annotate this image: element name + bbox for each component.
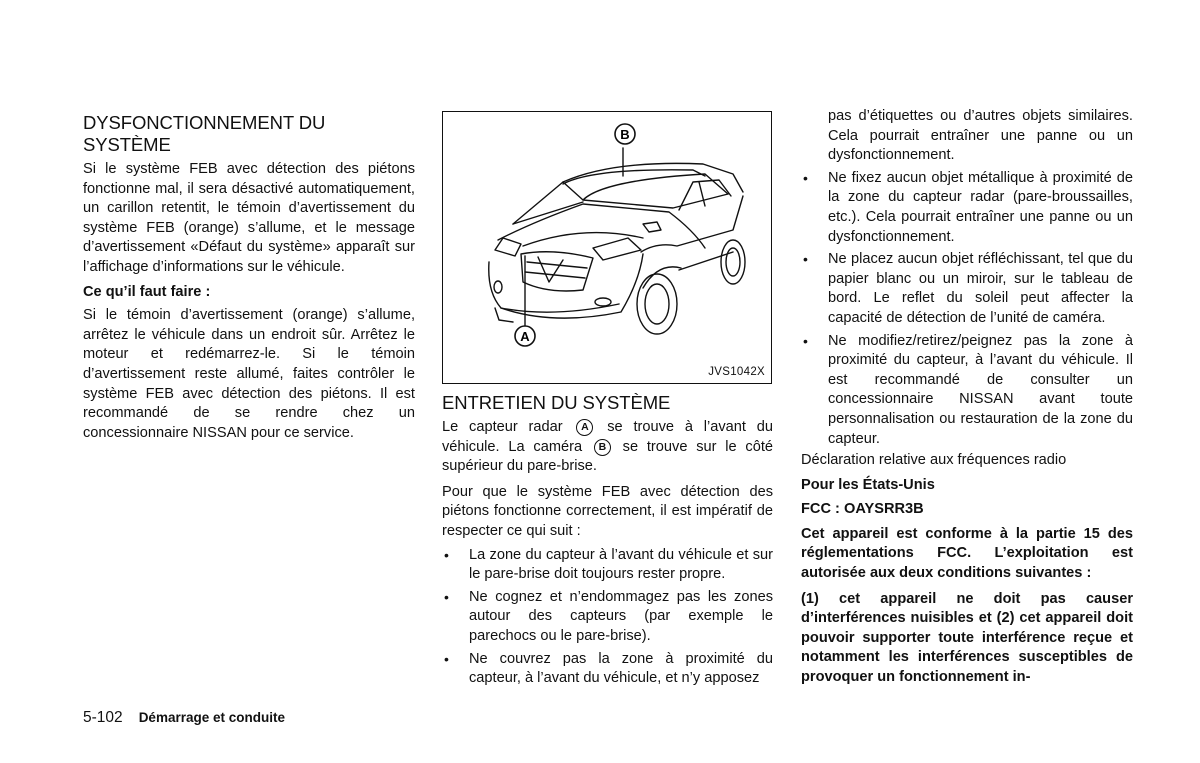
list-item: • Ne couvrez pas la zone à proximité du capteur, à l’avant du véhicule, et n’y apposez — [442, 650, 773, 689]
list-item: • Ne placez aucun objet réfléchissant, tel que du papier blanc ou un miroir, sur le tableau de bord. Le reflet du soleil peut affecter la capacité de détection de l’unité de caméra. — [801, 250, 1133, 328]
list-item-continuation: pas d’étiquettes ou d’autres objets similaires. Cela pourrait entraîner une panne ou un dysfonctionnement. — [828, 108, 1133, 164]
fcc-id: FCC : OAYSRR3B — [801, 501, 924, 518]
section-title: Démarrage et conduite — [138, 710, 285, 725]
vehicle-illustration — [443, 112, 771, 383]
label-a: A — [520, 329, 530, 344]
list-item: • La zone du capteur à l’avant du véhicule et sur le pare-brise doit toujours rester propre. — [442, 546, 773, 585]
inline-label-b: B — [594, 439, 611, 456]
fcc-conditions-paragraph: (1) cet appareil ne doit pas causer d’interférences nuisibles et (2) cet appareil doit pouvoir supporter toute interférence reçue et notamment les interférences susceptibles de provoquer un fonctionnement in- — [801, 590, 1133, 686]
what-to-do-heading: Ce qu’il faut faire : — [83, 283, 211, 300]
list-item: • Ne modifiez/retirez/peignez pas la zone à proximité du capteur, à l’avant du véhicule. Il est recommandé de consulter un concessionnaire NISSAN avant toute personnalisation ou restauration de la zone du capteur. — [801, 332, 1133, 450]
sensor-text-2: se trouve à l’avant du véhicule. La caméra — [442, 419, 773, 455]
sensor-text-1: Le capteur radar — [442, 419, 563, 435]
maintenance-heading: ENTRETIEN DU SYSTÈME — [442, 392, 671, 413]
page-footer — [83, 709, 285, 727]
precautions-list — [801, 107, 1133, 449]
inline-label-a: A — [576, 419, 593, 436]
vehicle-sensor-figure — [442, 111, 772, 384]
requirements-list — [442, 546, 773, 689]
malfunction-heading: DYSFONCTIONNEMENT DU SYSTÈME — [83, 112, 326, 155]
us-heading: Pour les États-Unis — [801, 476, 935, 493]
sensor-location-paragraph — [442, 418, 773, 477]
left-column — [83, 112, 415, 443]
figure-id: JVS1042X — [708, 366, 765, 378]
radio-declaration: Déclaration relative aux fréquences radio — [801, 452, 1067, 469]
label-b: B — [620, 127, 630, 142]
middle-column — [442, 392, 773, 689]
fcc-compliance-paragraph: Cet appareil est conforme à la partie 15 des réglementations FCC. L’exploitation est autorisée aux deux conditions suivantes : — [801, 525, 1133, 582]
list-item: • Ne fixez aucun objet métallique à proximité de la zone du capteur radar (pare-broussailles, etc.). Cela pourrait entraîner une panne ou un dysfonctionnement. — [801, 169, 1133, 247]
right-column — [801, 107, 1133, 688]
malfunction-paragraph: Si le système FEB avec détection des piétons fonctionne mal, il sera désactivé automatiquement, un carillon retentit, le témoin d’avertissement du système FEB (orange) s’allume, et le message d’avertissement «Défaut du système» apparaît sur l’affichage d’informations sur le véhicule. — [83, 161, 415, 275]
list-item: • Ne cognez et n’endommagez pas les zones autour des capteurs (par exemple le parechocs ou le pare-brise). — [442, 588, 773, 647]
requirements-paragraph: Pour que le système FEB avec détection des piétons fonctionne correctement, il est impératif de respecter ce qui suit : — [442, 483, 773, 539]
page-number: 5-102 — [83, 709, 123, 726]
sensor-text-3: se trouve sur le côté supérieur du pare-brise. — [442, 438, 774, 475]
what-to-do-paragraph: Si le témoin d’avertissement (orange) s’allume, arrêtez le véhicule dans un endroit sûr. Arrêtez le moteur et redémarrez-le. Si le témoin d’avertissement reste allumé, faites contrôler le système FEB avec détection des piétons. Il est recommandé de se rendre chez un concessionnaire NISSAN pour ce service. — [83, 307, 415, 441]
